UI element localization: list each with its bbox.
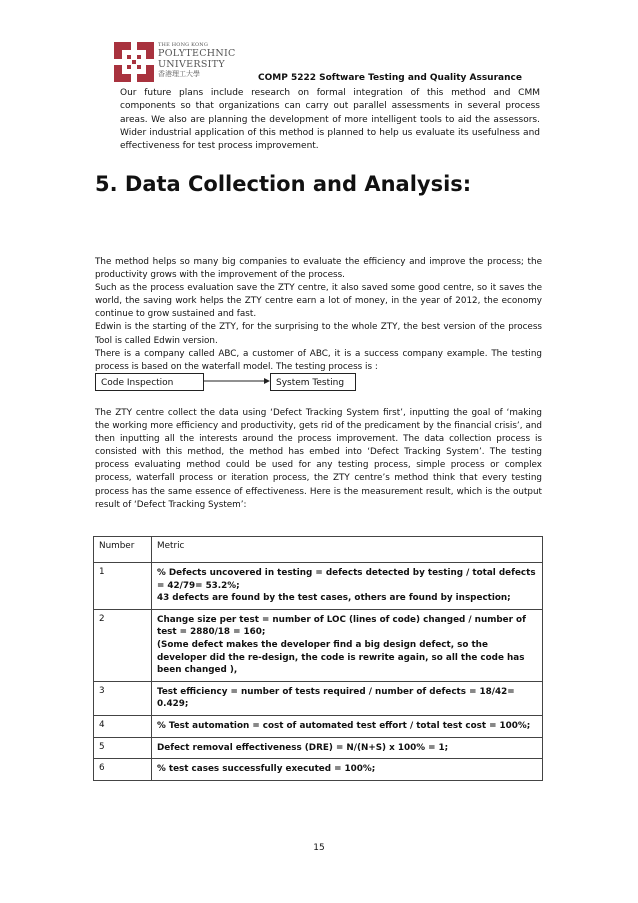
header-number: Number	[94, 537, 152, 563]
row-number: 6	[94, 759, 152, 781]
process-diagram	[95, 373, 542, 393]
paragraph-1: The method helps so many big companies to evaluate the efficiency and improve the process; the productivity grows with the improvement of the process.	[95, 257, 542, 281]
process-step-code-inspection: Code Inspection	[95, 373, 204, 391]
table-row	[94, 563, 543, 610]
body-text	[95, 256, 542, 374]
data-collection-paragraph: The ZTY centre collect the data using ‘Defect Tracking System first’, inputting the goal of ‘making the working more efficiency and productivity, gets rid of the predicament by the financial crisis’, and then inputting all the interests around the process improvement. The data collection process is consisted with this method, the method has embed into ‘Defect Tracking System’. The testing process evaluating method could be used for any testing process, simple process or complex process, waterfall process or iteration process, the ZTY centre’s method think that every testing process has the same essence of effectiveness. Here is the measurement result, which is the output result of ‘Defect Tracking System’:	[95, 408, 542, 510]
header-metric: Metric	[152, 537, 543, 563]
logo-line-1: THE HONG KONG	[158, 42, 209, 48]
page-number: 15	[313, 843, 325, 853]
table-row	[94, 737, 543, 759]
section-heading: 5. Data Collection and Analysis:	[95, 172, 472, 196]
arrow-right-icon	[204, 375, 270, 387]
row-metric	[152, 737, 543, 759]
university-emblem-icon	[114, 42, 154, 82]
row-number: 2	[94, 609, 152, 681]
paragraph-4: There is a company called ABC, a customer of ABC, it is a success company example. The testing process is based on the waterfall model. The testing process is :	[95, 348, 542, 372]
row-number: 5	[94, 737, 152, 759]
logo-line-2: POLYTECHNIC UNIVERSITY	[158, 48, 236, 70]
process-step-system-testing: System Testing	[270, 373, 356, 391]
row-metric	[152, 563, 543, 610]
table-row	[94, 759, 543, 781]
metric-line: (Some defect makes the developer find a big design defect, so the developer did the re-design, the code is rewrite again, so all the code has been changed ),	[157, 639, 525, 676]
course-title: COMP 5222 Software Testing and Quality Assurance	[258, 73, 522, 83]
table-header-row	[94, 537, 543, 563]
row-metric	[152, 609, 543, 681]
metric-line: Defect removal effectiveness (DRE) = N/(N+S) x 100% = 1;	[157, 742, 449, 753]
metric-line: Test efficiency = number of tests required / number of defects = 18/42= 0.429;	[157, 686, 515, 710]
table-row	[94, 609, 543, 681]
metric-line: % Test automation = cost of automated test effort / total test cost = 100%;	[157, 720, 531, 731]
metric-line: Change size per test = number of LOC (lines of code) changed / number of test = 2880/18 = 160;	[157, 614, 526, 638]
metric-line: 43 defects are found by the test cases, others are found by inspection;	[157, 593, 511, 604]
row-number: 1	[94, 563, 152, 610]
metric-line: % Defects uncovered in testing = defects detected by testing / total defects = 42/79= 53.2%;	[157, 568, 536, 591]
logo-wordmark	[158, 42, 264, 79]
table-row	[94, 715, 543, 737]
paragraph-2: Such as the process evaluation save the ZTY centre, it also saved some good centre, so it saves the world, the saving work helps the ZTY centre earn a lot of money, in the year of 2012, the economy continue to grow sustained and fast.	[95, 283, 542, 320]
metrics-table	[93, 536, 543, 781]
paragraph-3: Edwin is the starting of the ZTY, for the surprising to the whole ZTY, the best version of the process Tool is called Edwin version.	[95, 322, 542, 346]
table-row	[94, 681, 543, 715]
logo-line-3: 香港理工大學	[158, 70, 200, 78]
row-metric	[152, 715, 543, 737]
row-number: 3	[94, 681, 152, 715]
metric-line: % test cases successfully executed = 100%;	[157, 764, 376, 775]
university-logo	[114, 40, 264, 84]
row-number: 4	[94, 715, 152, 737]
row-metric	[152, 759, 543, 781]
row-metric	[152, 681, 543, 715]
intro-paragraph: Our future plans include research on formal integration of this method and CMM components so that organizations can carry out parallel assessments in several process areas. We also are planning the development of more intelligent tools to aid the assessors. Wider industrial application of this method is planned to help us evaluate its usefulness and effectiveness for test process improvement.	[120, 88, 540, 152]
